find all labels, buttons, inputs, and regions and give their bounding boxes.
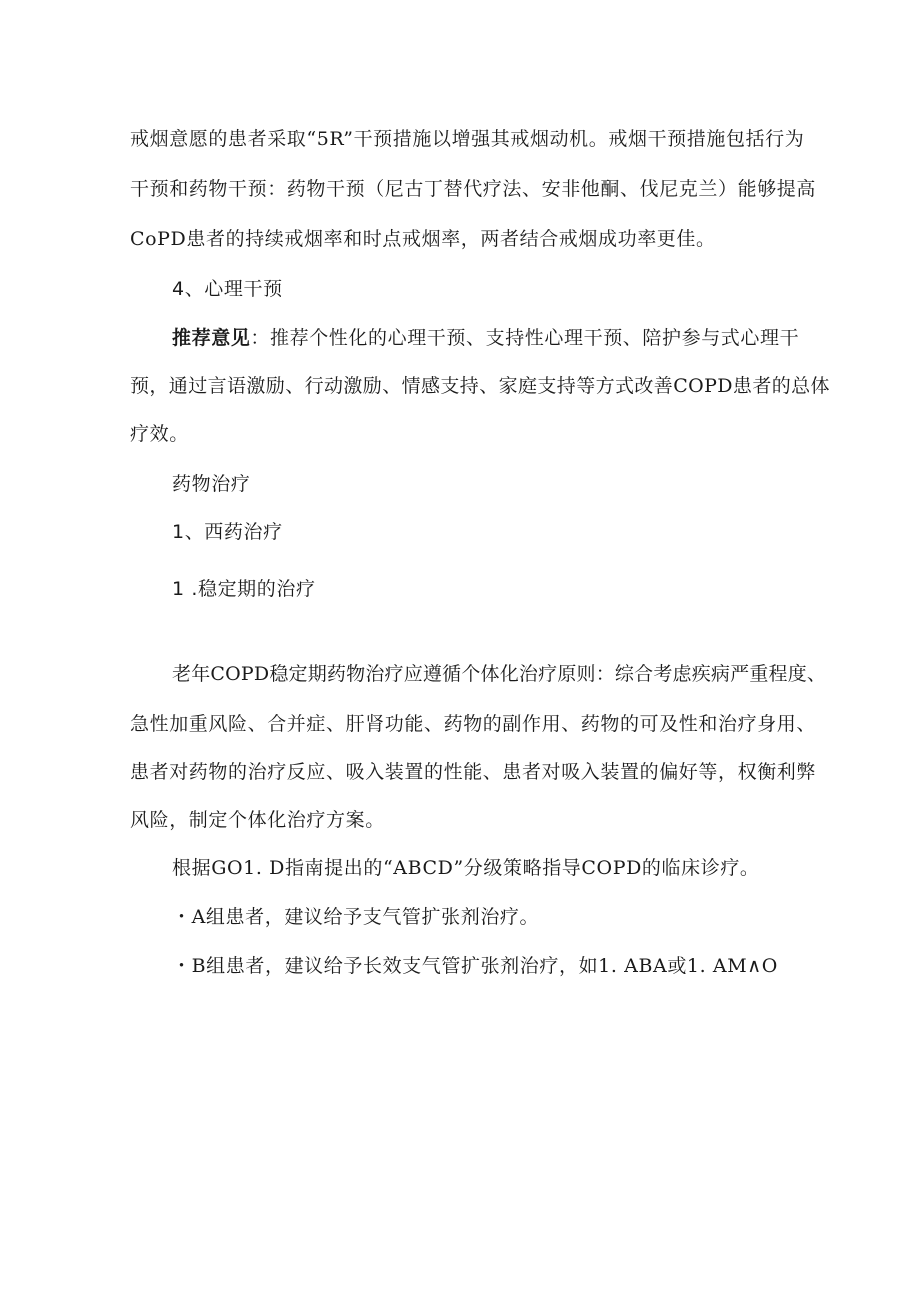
paragraph-smoking-line-3: CoPD患者的持续戒烟率和时点戒烟率，两者结合戒烟成功率更佳。: [130, 228, 716, 250]
paragraph-stable-line-3: 患者对药物的治疗反应、吸入装置的性能、患者对吸入装置的偏好等，权衡利弊: [130, 761, 817, 783]
recommendation-label: 推荐意见: [172, 327, 251, 349]
paragraph-stable-line-2: 急性加重风险、合并症、肝肾功能、药物的副作用、药物的可及性和治疗身用、: [130, 713, 817, 735]
recommendation-line-3: 疗效。: [130, 423, 189, 445]
bullet-group-a: ・A组患者，建议给予支气管扩张剂治疗。: [172, 906, 540, 928]
subheading-stable-phase: 1 .稳定期的治疗: [172, 578, 316, 600]
section-heading-psych: 4、心理干预: [172, 278, 283, 300]
bullet-group-b: ・B组患者，建议给予长效支气管扩张剂治疗，如1. ABA或1. AM∧O: [172, 955, 778, 977]
paragraph-smoking-line-2: 干预和药物干预：药物干预（尼古丁替代疗法、安非他酮、伐尼克兰）能够提高: [130, 178, 817, 200]
recommendation-line-1: [172, 326, 799, 350]
recommendation-text: ：推荐个性化的心理干预、支持性心理干预、陪护参与式心理干: [250, 327, 800, 349]
section-heading-drug: 药物治疗: [172, 473, 251, 495]
paragraph-gold: 根据GO1. D指南提出的“ABCD”分级策略指导COPD的临床诊疗。: [172, 857, 760, 879]
paragraph-smoking-line-1: 戒烟意愿的患者采取“5R”干预措施以增强其戒烟动机。戒烟干预措施包括行为: [130, 128, 805, 150]
subheading-western-medicine: 1、西药治疗: [172, 521, 283, 543]
paragraph-stable-line-1: 老年COPD稳定期药物治疗应遵循个体化治疗原则：综合考虑疾病严重程度、: [172, 663, 827, 685]
recommendation-line-2: 预，通过言语激励、行动激励、情感支持、家庭支持等方式改善COPD患者的总体: [130, 375, 830, 397]
paragraph-stable-line-4: 风险，制定个体化治疗方案。: [130, 809, 385, 831]
